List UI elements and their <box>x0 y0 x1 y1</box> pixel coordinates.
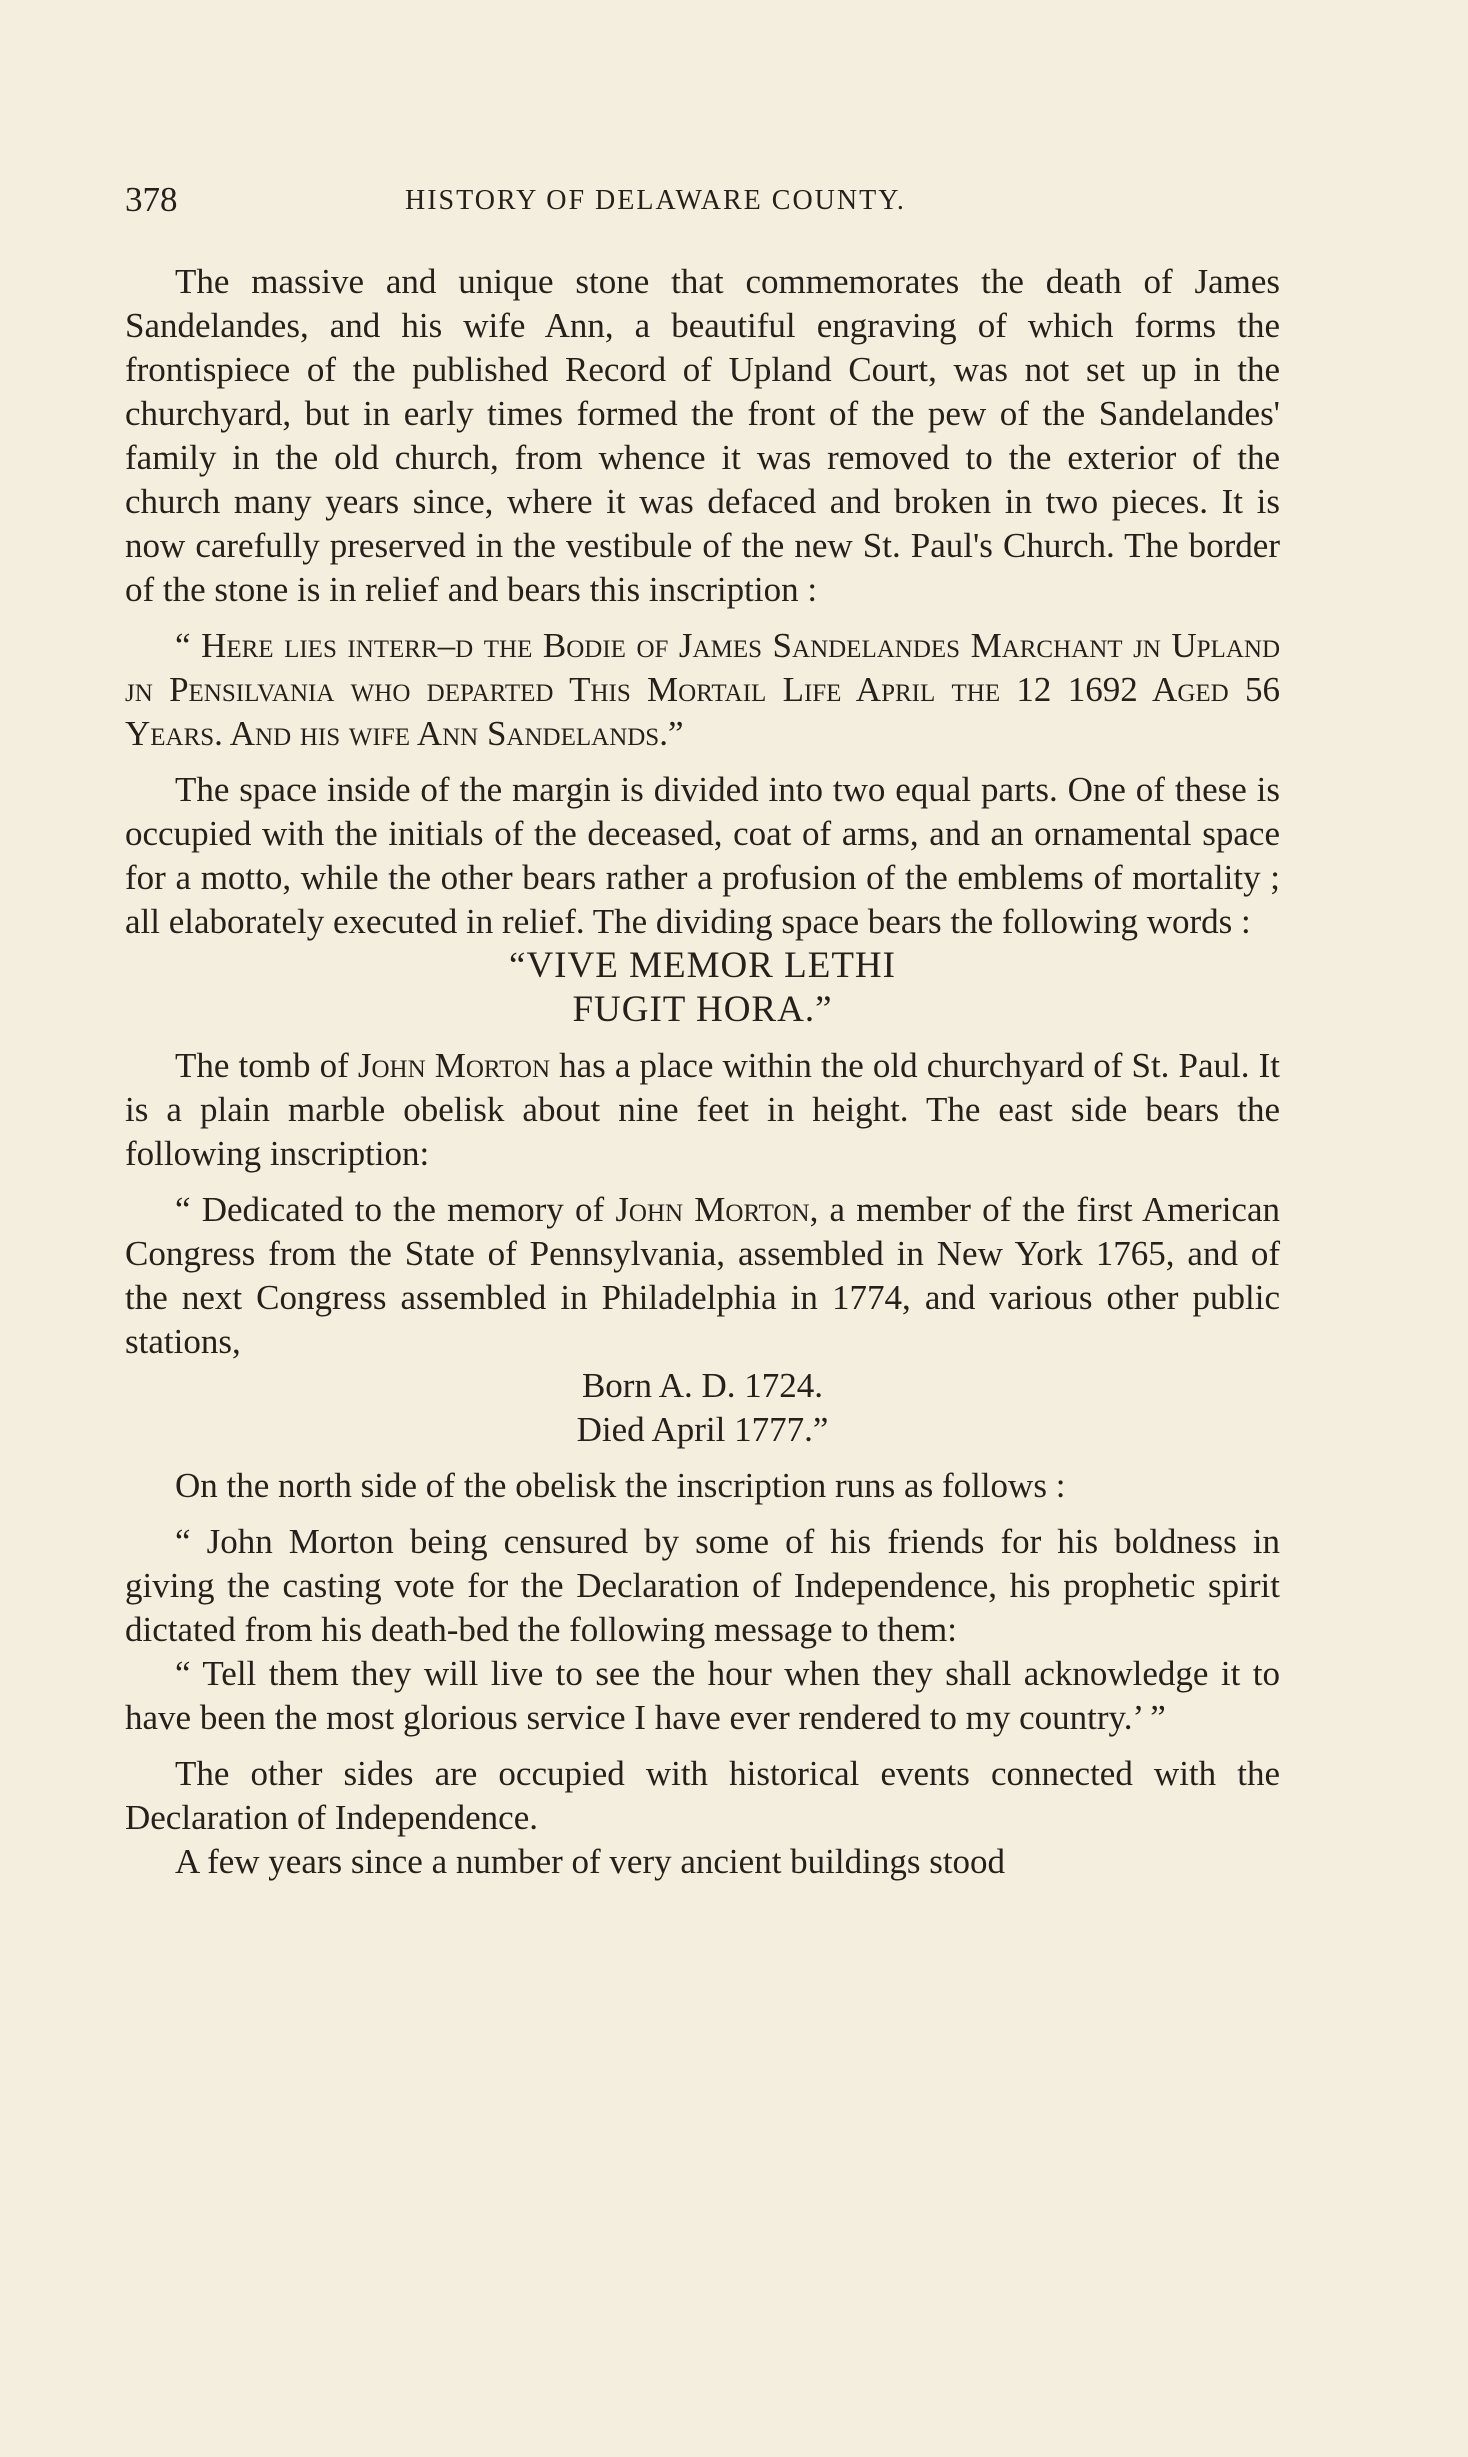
paragraph-ancient-buildings: A few years since a number of very ancient buildings stood <box>175 1842 1006 1881</box>
page-number: 378 <box>125 180 178 219</box>
page-body <box>125 260 1280 1884</box>
paragraph-north-side: On the north side of the obelisk the inscription runs as follows : <box>175 1466 1066 1505</box>
motto-line-2: FUGIT HORA.” <box>572 989 833 1030</box>
morton-message: “ Tell them they will live to see the hour when they shall acknowledge it to have been the most glorious service I have ever rendered to my country.’ ” <box>125 1654 1280 1737</box>
motto-line-1: “VIVE MEMOR LETHI <box>509 945 896 986</box>
running-title: HISTORY OF DELAWARE COUNTY. <box>405 185 906 216</box>
name-john-morton: John Morton <box>357 1046 551 1085</box>
paragraph-other-sides: The other sides are occupied with historical events connected with the Declaration of Independence. <box>125 1754 1280 1837</box>
paragraph-sandelandes-stone: The massive and unique stone that commemorates the death of James Sandelandes, and his wife Ann, a beautiful engraving of which forms the frontispiece of the published Record of Upland Court, was not set up in the churchyard, but in early times formed the front of the pew of the Sandelandes' family in the old church, from whence it was removed to the exterior of the church many years since, where it was defaced and broken in two pieces. It is now carefully preserved in the vestibule of the new St. Paul's Church. The border of the stone is in relief and bears this inscription : <box>125 262 1280 609</box>
sandelandes-inscription: “ Here lies interr–d the Bodie of James Sandelandes Marchant jn Upland jn Pensilvania who departed This Mortail Life April the 12 1692 Aged 56 Years. And his wife Ann Sandelands.” <box>125 626 1280 753</box>
born-line: Born A. D. 1724. <box>581 1366 824 1405</box>
morton-north-inscription: “ John Morton being censured by some of his friends for his boldness in giving the casting vote for the Declaration of Independence, his prophetic spirit dictated from his death-bed the following message to them: <box>125 1522 1280 1649</box>
page-header <box>125 180 1280 230</box>
died-line: Died April 1777.” <box>576 1410 829 1449</box>
morton-east-inscription: “ Dedicated to the memory of John Morton, a member of the first American Congress from the State of Pennsylvania, assembled in New York 1765, and of the next Congress assembled in Philadelphia in 1774, and various other public stations, <box>125 1190 1280 1361</box>
name-john-morton: John Morton <box>615 1190 810 1229</box>
paragraph-morton-tomb: The tomb of John Morton has a place within the old churchyard of St. Paul. It is a plain marble obelisk about nine feet in height. The east side bears the following inscription: <box>125 1046 1280 1173</box>
paragraph-stone-description: The space inside of the margin is divided into two equal parts. One of these is occupied with the initials of the deceased, coat of arms, and an ornamental space for a motto, while the other bears rather a profusion of the emblems of mortality ; all elaborately executed in relief. The dividing space bears the following words : <box>125 770 1280 941</box>
